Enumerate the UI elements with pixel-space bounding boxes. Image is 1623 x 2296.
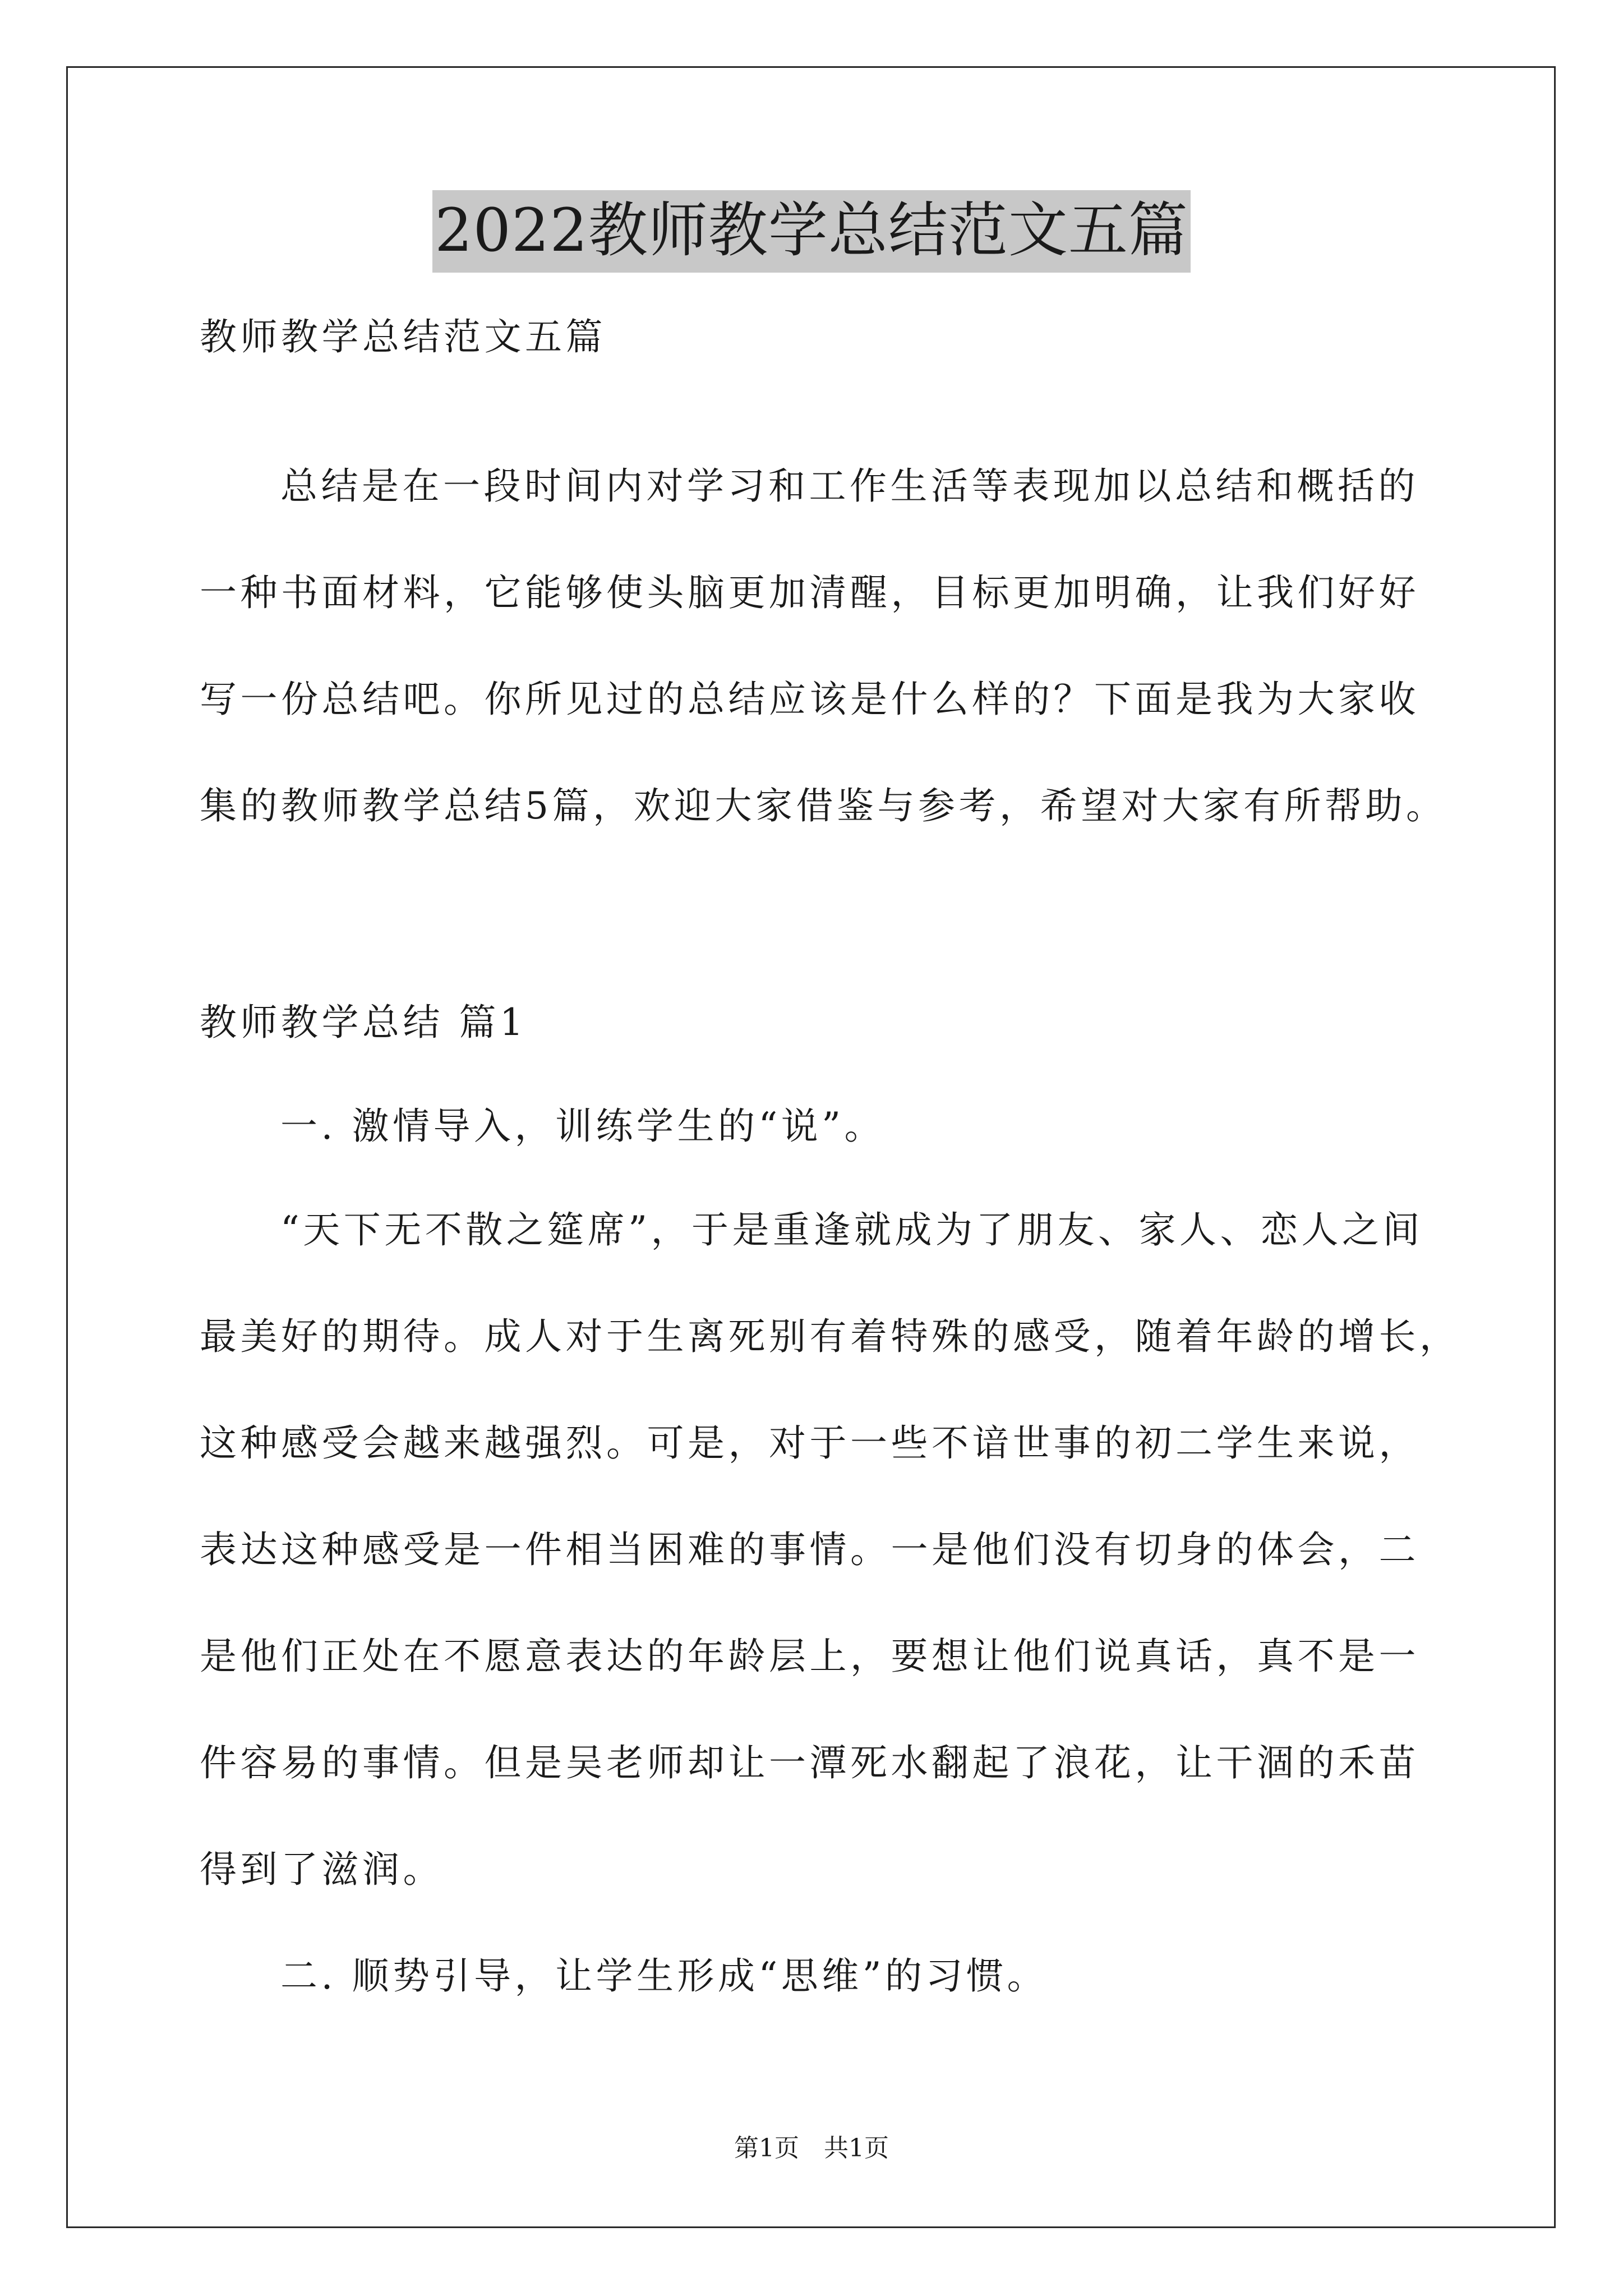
document-subtitle: 教师教学总结范文五篇 [200,315,606,358]
page-footer: 第1页 共1页 [734,2134,889,2162]
body-line-7: 得到了滋润。 [200,1848,444,1891]
document-title [0,196,1623,265]
body-line-2: 最美好的期待。成人对于生离死别有着特殊的感受，随着年龄的增长， [200,1315,1460,1358]
intro-line-2: 一种书面材料，它能够使头脑更加清醒，目标更加明确，让我们好好 [200,571,1419,614]
document-title-text: 2022教师教学总结范文五篇 [432,190,1191,273]
body-line-6: 件容易的事情。但是吴老师却让一潭死水翻起了浪花，让干涸的禾苗 [200,1741,1419,1784]
intro-line-1: 总结是在一段时间内对学习和工作生活等表现加以总结和概括的 [280,464,1419,508]
body-line-4: 表达这种感受是一件相当困难的事情。一是他们没有切身的体会，二 [200,1528,1419,1571]
section-heading: 教师教学总结 篇1 [200,1001,527,1044]
intro-line-3: 写一份总结吧。你所见过的总结应该是什么样的？下面是我为大家收 [200,678,1419,721]
intro-line-4: 集的教师教学总结5篇，欢迎大家借鉴与参考，希望对大家有所帮助。 [200,784,1447,827]
point-one-heading: 一. 激情导入，训练学生的“说”。 [280,1105,885,1148]
point-two-heading: 二. 顺势引导，让学生形成“思维”的习惯。 [280,1954,1048,1998]
body-line-1: “天下无不散之筵席”，于是重逢就成为了朋友、家人、恋人之间 [280,1208,1423,1251]
body-line-5: 是他们正处在不愿意表达的年龄层上，要想让他们说真话，真不是一 [200,1635,1419,1678]
body-line-3: 这种感受会越来越强烈。可是，对于一些不谙世事的初二学生来说， [200,1421,1419,1465]
